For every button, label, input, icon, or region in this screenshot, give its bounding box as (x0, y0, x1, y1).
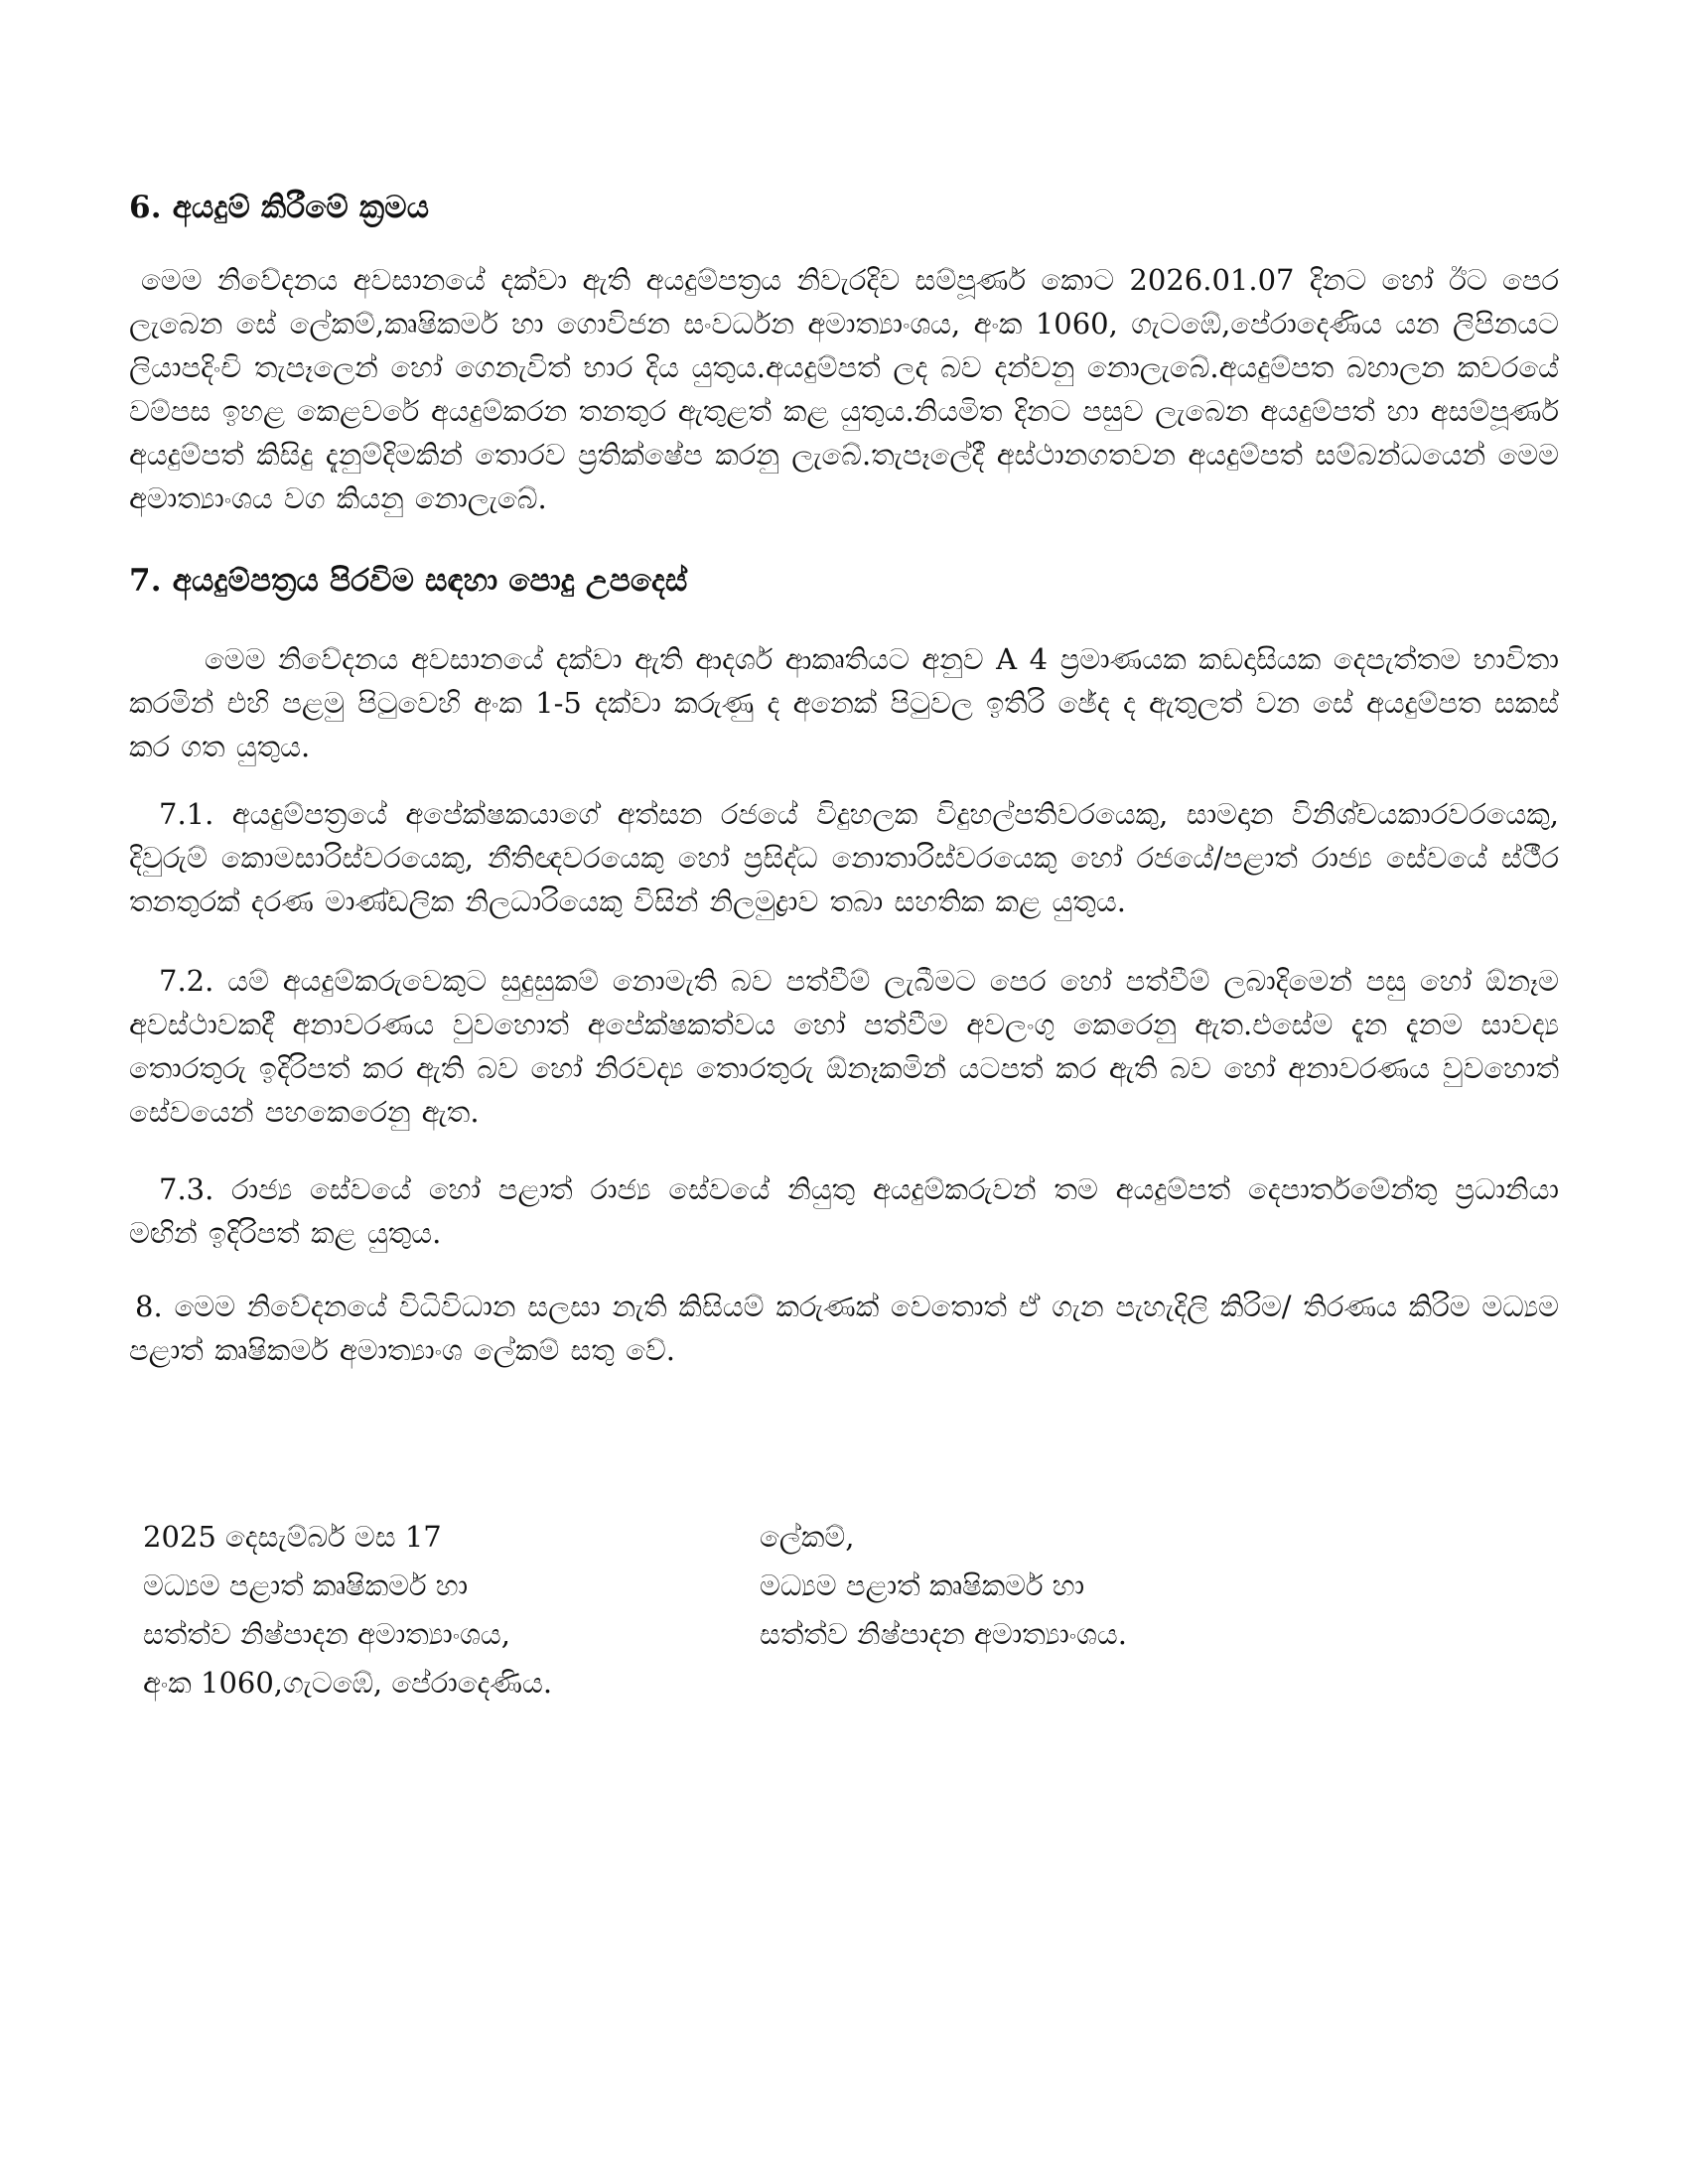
sender-line-2: සත්ත්ව නිෂ්පාදන අමාත්‍යාංශය, (143, 1617, 510, 1651)
section-7-heading: 7. අයදුම්පත්‍රය පිරවිම සඳහා පොදු උපදෙස් (129, 563, 688, 599)
signatory-line-2: මධ්‍යම පළාත් කෘෂිකර්ම හා (760, 1569, 1085, 1602)
clause-7-1: 7.1. අයදුම්පත්‍රයේ අපේක්ෂකයාගේ අත්සන රජයේ විදුහලක විදුහල්පතිවරයෙකු, සාමදාන විනිශ්චයකාරවරයෙකු, දිවුරුම් කොමසාරිස්වරයෙකු, නීතිඥවරයෙකු හෝ ප්‍රසිද්ධ නොතාරිස්වරයෙකු හෝ රජයේ/පළාත් රාජ්‍ය සේවයේ ස්ථීර තනතුරක් දරණ මාණ්ඩලික නිලධාරියෙකු විසින් නිලමුද්‍රාව තබා සහතික කළ යුතුය. (129, 797, 1559, 918)
signatory-title: ලේකම්, (760, 1520, 855, 1554)
signatory-block (760, 1513, 1559, 1707)
section-7-intro-paragraph: මෙම නිවේදනය අවසානයේ දක්වා ඇති ආදර්ශ ආකෘතියට අනුව A 4 ප්‍රමාණයක කඩදාසියක දෙපැත්තම භාවිතා කරමින් එහි පළමු පිටුවෙහි අංක 1-5 දක්වා කරුණු ද අනෙක් පිටුවල ඉතිරි ඡේද ද ඇතුලත් වන සේ අයදුම්පත සකස් කර ගත යුතුය. (129, 642, 1559, 763)
signatory-line-3: සත්ත්ව නිෂ්පාදන අමාත්‍යාංශය. (760, 1617, 1127, 1651)
sender-line-1: මධ්‍යම පළාත් කෘෂිකර්ම හා (143, 1569, 469, 1602)
date-line: 2025 දෙසැම්බර් මස 17 (143, 1520, 442, 1554)
sender-line-3: අංක 1060,ගැටඹේ, පේරාදෙණිය. (143, 1666, 553, 1700)
section-8-paragraph: 8. මෙම නිවේදනයේ විධිවිධාන සලසා නැති කිසියම් කරුණක් වෙතොත් ඒ ගැන පැහැදිලි කිරිම/ තිරණය කිරිම මධ්‍යම පළාත් කෘෂිකර්ම අමාත්‍යාංශ ලේකම් සතු වේ. (129, 1290, 1559, 1367)
clause-7-3: 7.3. රාජ්‍ය සේවයේ හෝ පළාත් රාජ්‍ය සේවයේ නියුතු අයදුම්කරුවන් තම අයදුම්පත් දෙපාර්තමේන්තු ප්‍රධානියා මඟින් ඉදිරිපත් කළ යුතුය. (129, 1172, 1559, 1250)
signature-block (129, 1513, 1559, 1707)
section-6-heading: 6. අයදුම් කිරීමේ ක්‍රමය (129, 190, 430, 225)
clause-7-2: 7.2. යම් අයදුම්කරුවෙකුට සුදුසුකම් නොමැති බව පත්වීම් ලැබීමට පෙර හෝ පත්වීම් ලබාදිමෙන් පසු හෝ ඕනෑම අවස්ථාවකදී අනාවරණය වුවහොත් අපේක්ෂකත්වය හෝ පත්වීම අවලංගු කෙරෙනු ඇත.එසේම දැන දැනම සාවද්‍ය තොරතුරු ඉදිරිපත් කර ඇති බව හෝ නිරවද්‍ය තොරතුරු ඕනෑකමින් යටපත් කර ඇති බව හෝ අනාවරණය වුවහොත් සේවයෙන් පහකෙරෙනු ඇත. (129, 964, 1559, 1129)
section-6-paragraph: මෙම නිවේදනය අවසානයේ දක්වා ඇති අයදුම්පත්‍රය නිවැරදිව සම්පූර්ණ කොට 2026.01.07 දිනට හෝ ඊට පෙර ලැබෙන සේ ලේකම්,කෘෂිකර්ම හා ගොවිජන සංවර්ධන අමාත්‍යාංශය, අංක 1060, ගැටඹේ,පේරාදෙණිය යන ලිපිනයට ලියාපදිංචි තැපෑලෙන් හෝ ගෙනැවිත් භාර දිය යුතුය.අයදුම්පත් ලද බව දන්වනු නොලැබේ.අයදුම්පත බහාලන කවරයේ වම්පස ඉහළ කෙළවරේ අයදුම්කරන තනතුර ඇතුළත් කළ යුතුය.නියමිත දිනට පසුව ලැබෙන අයදුම්පත් හා අසම්පූර්ණ අයදුම්පත් කිසිදු දැනුම්දිමකින් තොරව ප්‍රතික්ෂේප කරනු ලැබේ.තැපෑලේදී අස්ථානගතවන අයදුම්පත් සම්බන්ධයෙන් මෙම අමාත්‍යාංශය වග කියනු නොලැබේ. (129, 263, 1559, 515)
sender-address-block (129, 1513, 760, 1707)
